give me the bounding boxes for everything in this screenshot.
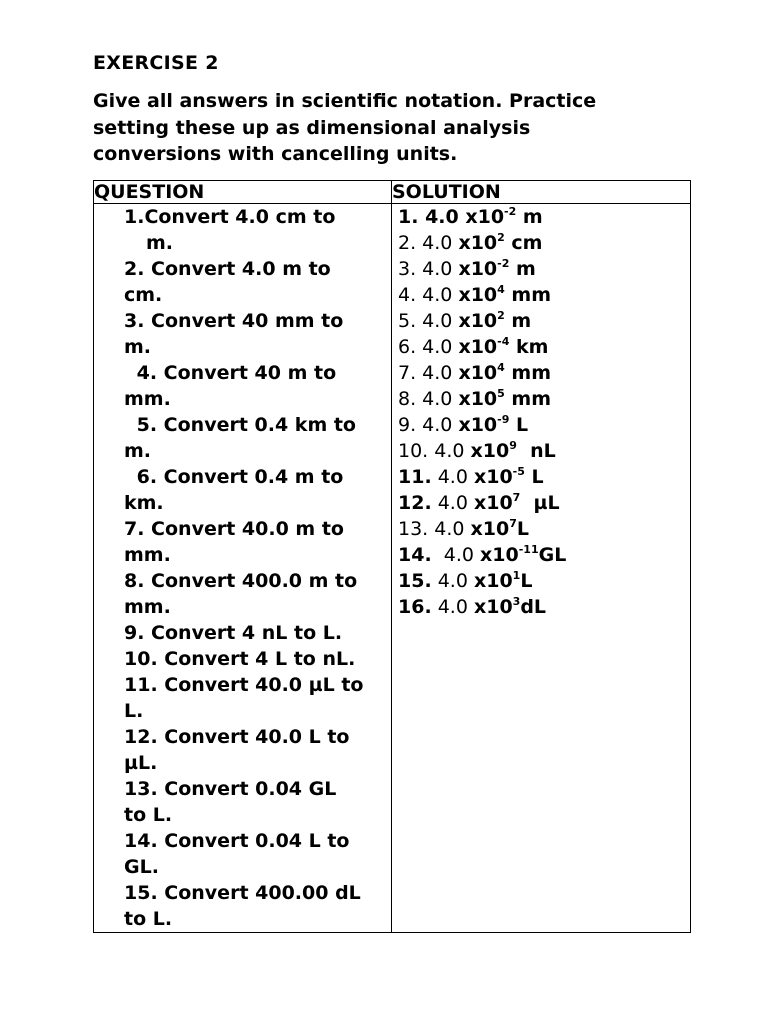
- solution-exponent: -5: [512, 465, 525, 478]
- solution-coefficient: 4.0: [416, 362, 459, 384]
- question-column-header: QUESTION: [94, 181, 392, 204]
- question-line: 5. Convert 0.4 km to: [130, 414, 356, 436]
- solution-exponent: -9: [497, 413, 510, 426]
- question-line: 4. Convert 40 m to: [130, 362, 337, 384]
- solution-column-header: SOLUTION: [392, 181, 691, 204]
- solution-coefficient: 4.0: [431, 596, 474, 618]
- solution-base: x10: [458, 388, 498, 410]
- question-line: 7. Convert 40.0 m to: [124, 518, 344, 540]
- solution-item: [398, 386, 690, 412]
- question-line: 14. Convert 0.04 L to: [124, 830, 350, 852]
- solution-base: x10: [473, 466, 513, 488]
- solution-item: [398, 516, 690, 542]
- solution-coefficient: 4.0: [418, 206, 466, 228]
- solution-unit: m: [504, 310, 532, 332]
- solution-base: x10: [458, 284, 498, 306]
- instructions-line: setting these up as dimensional analysis: [93, 116, 531, 139]
- solution-exponent: -4: [497, 335, 510, 348]
- solution-number: 5.: [398, 310, 417, 332]
- solution-number: 7.: [398, 362, 417, 384]
- question-line: m.: [146, 232, 174, 254]
- solution-unit: L: [524, 466, 544, 488]
- solution-base: x10: [473, 570, 513, 592]
- solution-number: 12.: [398, 492, 432, 514]
- solution-number: 6.: [398, 336, 417, 358]
- instructions-line: conversions with cancelling units.: [93, 143, 458, 165]
- solution-number: 13.: [398, 518, 429, 540]
- solution-unit: cm: [504, 232, 543, 254]
- solution-exponent: 7: [512, 491, 521, 504]
- question-line: 3. Convert 40 mm to: [124, 310, 344, 332]
- solution-number: 16.: [398, 596, 432, 618]
- solution-number: 15.: [398, 570, 432, 592]
- solution-coefficient: 4.0: [416, 388, 459, 410]
- exercise-table: [93, 180, 691, 933]
- solution-coefficient: 4.0: [428, 440, 471, 462]
- question-item: [94, 776, 391, 828]
- question-line: m.: [124, 336, 152, 358]
- question-line: 11. Convert 40.0 µL to: [124, 674, 364, 696]
- solution-base: x10: [458, 362, 498, 384]
- question-item: [94, 360, 391, 412]
- question-line: to L.: [124, 908, 173, 930]
- solution-base: x10: [458, 414, 498, 436]
- solution-unit: GL: [538, 544, 567, 566]
- solution-unit: L: [516, 518, 529, 540]
- solution-unit: µL: [520, 492, 560, 514]
- solution-item: [398, 308, 690, 334]
- question-line: GL.: [124, 856, 159, 878]
- solution-exponent: 7: [509, 517, 517, 530]
- solution-item: [398, 230, 690, 256]
- solution-base: x10: [470, 440, 510, 462]
- question-item: [94, 516, 391, 568]
- question-line: cm.: [124, 284, 163, 306]
- question-list: [94, 204, 391, 932]
- solution-unit: dL: [520, 596, 547, 618]
- solution-number: 10.: [398, 440, 429, 462]
- solution-number: 4.: [398, 284, 417, 306]
- solution-item: [398, 256, 690, 282]
- solution-coefficient: 4.0: [431, 544, 481, 566]
- solution-item: [398, 360, 690, 386]
- question-item: [94, 412, 391, 464]
- solution-exponent: 9: [509, 439, 517, 452]
- solution-number: 8.: [398, 388, 417, 410]
- solution-number: 1.: [398, 206, 419, 228]
- questions-cell: [94, 204, 392, 933]
- solution-base: x10: [480, 544, 519, 566]
- question-line: km.: [124, 492, 164, 514]
- question-line: 6. Convert 0.4 m to: [130, 466, 344, 488]
- solution-coefficient: 4.0: [431, 466, 474, 488]
- solution-number: 11.: [398, 466, 432, 488]
- solution-list: [392, 204, 690, 620]
- solution-item: [398, 438, 690, 464]
- solution-item: [398, 568, 690, 594]
- question-line: L.: [124, 700, 144, 722]
- solution-exponent: 3: [512, 595, 521, 608]
- solution-exponent: -2: [497, 257, 510, 270]
- question-item: [94, 464, 391, 516]
- question-item: [94, 724, 391, 776]
- solution-base: x10: [458, 258, 498, 280]
- solution-unit: m: [509, 258, 536, 280]
- question-item: [94, 204, 391, 256]
- solution-exponent: -2: [504, 205, 517, 218]
- instructions-paragraph: [93, 88, 693, 168]
- solution-coefficient: 4.0: [416, 232, 459, 254]
- question-line: 9. Convert 4 nL to L.: [124, 622, 343, 644]
- solution-base: x10: [473, 596, 513, 618]
- question-line: 12. Convert 40.0 L to: [124, 726, 350, 748]
- solution-coefficient: 4.0: [431, 570, 474, 592]
- table-body-row: [94, 204, 691, 933]
- question-line: 2. Convert 4.0 m to: [124, 258, 331, 280]
- exercise-heading: EXERCISE 2: [93, 52, 219, 74]
- solution-unit: m: [516, 206, 543, 228]
- question-item: [94, 308, 391, 360]
- question-line: 8. Convert 400.0 m to: [124, 570, 358, 592]
- solutions-cell: [392, 204, 691, 933]
- solution-item: [398, 282, 690, 308]
- solution-base: x10: [458, 310, 498, 332]
- question-item: [94, 880, 391, 932]
- question-line: 1.Convert 4.0 cm to: [124, 206, 336, 228]
- solution-base: x10: [458, 336, 498, 358]
- question-item: [94, 568, 391, 620]
- solution-unit: L: [509, 414, 529, 436]
- solution-coefficient: 4.0: [416, 310, 459, 332]
- solution-number: 3.: [398, 258, 417, 280]
- question-item: [94, 256, 391, 308]
- solution-unit: mm: [504, 388, 552, 410]
- solution-base: x10: [470, 518, 510, 540]
- solution-unit: km: [509, 336, 549, 358]
- solution-exponent: 5: [497, 387, 505, 400]
- question-item: [94, 828, 391, 880]
- solution-unit: mm: [504, 362, 552, 384]
- solution-number: 14.: [398, 544, 432, 566]
- question-item: [94, 646, 391, 672]
- solution-coefficient: 4.0: [428, 518, 471, 540]
- solution-number: 2.: [398, 232, 417, 254]
- table-header-row: [94, 181, 691, 204]
- question-line: 15. Convert 400.00 dL: [124, 882, 361, 904]
- solution-coefficient: 4.0: [431, 492, 474, 514]
- solution-base: x10: [473, 492, 513, 514]
- question-item: [94, 672, 391, 724]
- question-line: 13. Convert 0.04 GL: [124, 778, 337, 800]
- question-line: m.: [124, 440, 152, 462]
- question-line: to L.: [124, 804, 173, 826]
- question-line: µL.: [124, 752, 158, 774]
- solution-exponent: 2: [497, 309, 505, 322]
- solution-unit: nL: [516, 440, 556, 462]
- question-item: [94, 620, 391, 646]
- solution-item: [398, 594, 690, 620]
- solution-item: [398, 204, 690, 230]
- solution-unit: L: [520, 570, 533, 592]
- solution-number: 9.: [398, 414, 417, 436]
- solution-unit: mm: [504, 284, 552, 306]
- solution-item: [398, 412, 690, 438]
- solution-item: [398, 542, 690, 568]
- solution-exponent: -11: [518, 543, 539, 556]
- question-line: mm.: [124, 388, 171, 410]
- solution-exponent: 4: [497, 361, 505, 374]
- solution-item: [398, 334, 690, 360]
- instructions-line: Give all answers in scientific notation. Practice: [93, 90, 597, 112]
- solution-coefficient: 4.0: [416, 284, 459, 306]
- solution-coefficient: 4.0: [416, 414, 459, 436]
- question-line: mm.: [124, 544, 171, 566]
- solution-item: [398, 490, 690, 516]
- solution-base: x10: [458, 232, 498, 254]
- solution-coefficient: 4.0: [416, 258, 459, 280]
- solution-exponent: 4: [497, 283, 505, 296]
- question-line: 10. Convert 4 L to nL.: [124, 648, 356, 670]
- solution-item: [398, 464, 690, 490]
- question-line: mm.: [124, 596, 171, 618]
- solution-exponent: 1: [512, 569, 521, 582]
- solution-exponent: 2: [497, 231, 505, 244]
- solution-coefficient: 4.0: [416, 336, 459, 358]
- solution-base: x10: [465, 206, 505, 228]
